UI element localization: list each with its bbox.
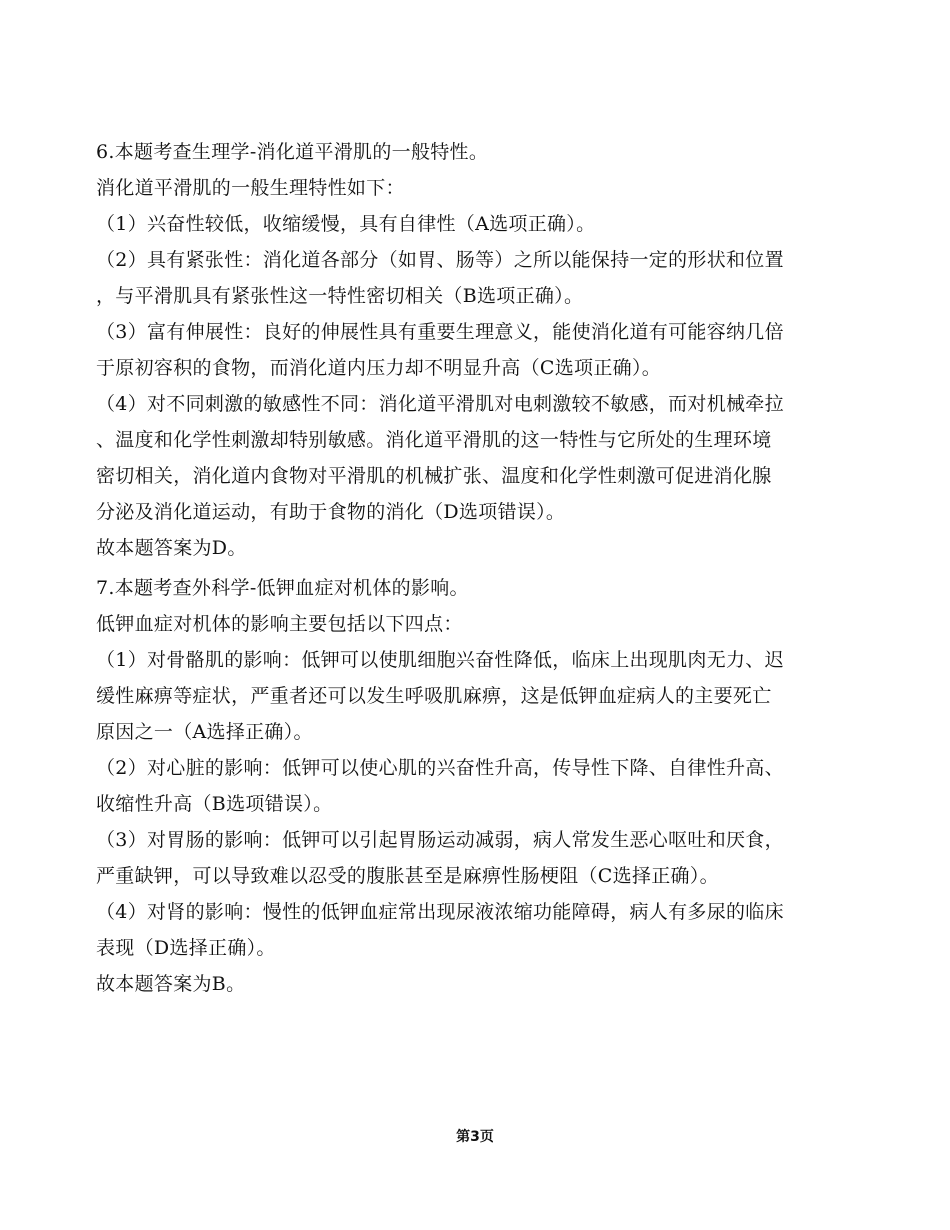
q6-point-4-line-1: （4）对不同刺激的敏感性不同：消化道平滑肌对电刺激较不敏感，而对机械牵拉 xyxy=(96,393,784,415)
q7-point-4-line-2: 表现（D选择正确）。 xyxy=(96,937,276,959)
q6-point-4-line-4: 分泌及消化道运动，有助于食物的消化（D选项错误）。 xyxy=(96,501,566,523)
q7-point-1-line-3: 原因之一（A选择正确）。 xyxy=(96,721,313,743)
q7-point-2-line-1: （2）对心脏的影响：低钾可以使心肌的兴奋性升高，传导性下降、自律性升高、 xyxy=(96,757,784,779)
q6-point-4-line-2: 、温度和化学性刺激却特别敏感。消化道平滑肌的这一特性与它所处的生理环境 xyxy=(96,429,772,451)
q7-title: 7.本题考查外科学-低钾血症对机体的影响。 xyxy=(96,577,469,599)
document-body xyxy=(96,138,876,1006)
q6-point-2-line-2: ，与平滑肌具有紧张性这一特性密切相关（B选项正确）。 xyxy=(96,285,584,307)
q6-point-4-line-3: 密切相关，消化道内食物对平滑肌的机械扩张、温度和化学性刺激可促进消化腺 xyxy=(96,465,772,487)
q6-title: 6.本题考查生理学-消化道平滑肌的一般特性。 xyxy=(96,141,489,163)
q6-point-3-line-1: （3）富有伸展性：良好的伸展性具有重要生理意义，能使消化道有可能容纳几倍 xyxy=(96,321,784,343)
question-7-explanation xyxy=(96,574,876,1006)
page-number: 第3页 xyxy=(456,1129,494,1145)
q7-intro: 低钾血症对机体的影响主要包括以下四点： xyxy=(96,613,463,635)
q7-point-4-line-1: （4）对肾的影响：慢性的低钾血症常出现尿液浓缩功能障碍，病人有多尿的临床 xyxy=(96,901,784,923)
q6-intro: 消化道平滑肌的一般生理特性如下： xyxy=(96,177,405,199)
q7-point-1-line-2: 缓性麻痹等症状，严重者还可以发生呼吸肌麻痹，这是低钾血症病人的主要死亡 xyxy=(96,685,772,707)
q7-answer: 故本题答案为B。 xyxy=(96,973,246,995)
q7-point-3-line-2: 严重缺钾，可以导致难以忍受的腹胀甚至是麻痹性肠梗阻（C选择正确）。 xyxy=(96,865,719,887)
q6-point-3-line-2: 于原初容积的食物，而消化道内压力却不明显升高（C选项正确）。 xyxy=(96,357,662,379)
question-6-explanation xyxy=(96,138,876,570)
q7-point-3-line-1: （3）对胃肠的影响：低钾可以引起胃肠运动减弱，病人常发生恶心呕吐和厌食， xyxy=(96,829,784,851)
q6-point-2-line-1: （2）具有紧张性：消化道各部分（如胃、肠等）之所以能保持一定的形状和位置 xyxy=(96,249,784,271)
q6-point-1: （1）兴奋性较低，收缩缓慢，具有自律性（A选项正确）。 xyxy=(96,213,596,235)
q6-answer: 故本题答案为D。 xyxy=(96,537,247,559)
q7-point-2-line-2: 收缩性升高（B选项错误）。 xyxy=(96,793,333,815)
q7-point-1-line-1: （1）对骨骼肌的影响：低钾可以使肌细胞兴奋性降低，临床上出现肌肉无力、迟 xyxy=(96,649,784,671)
